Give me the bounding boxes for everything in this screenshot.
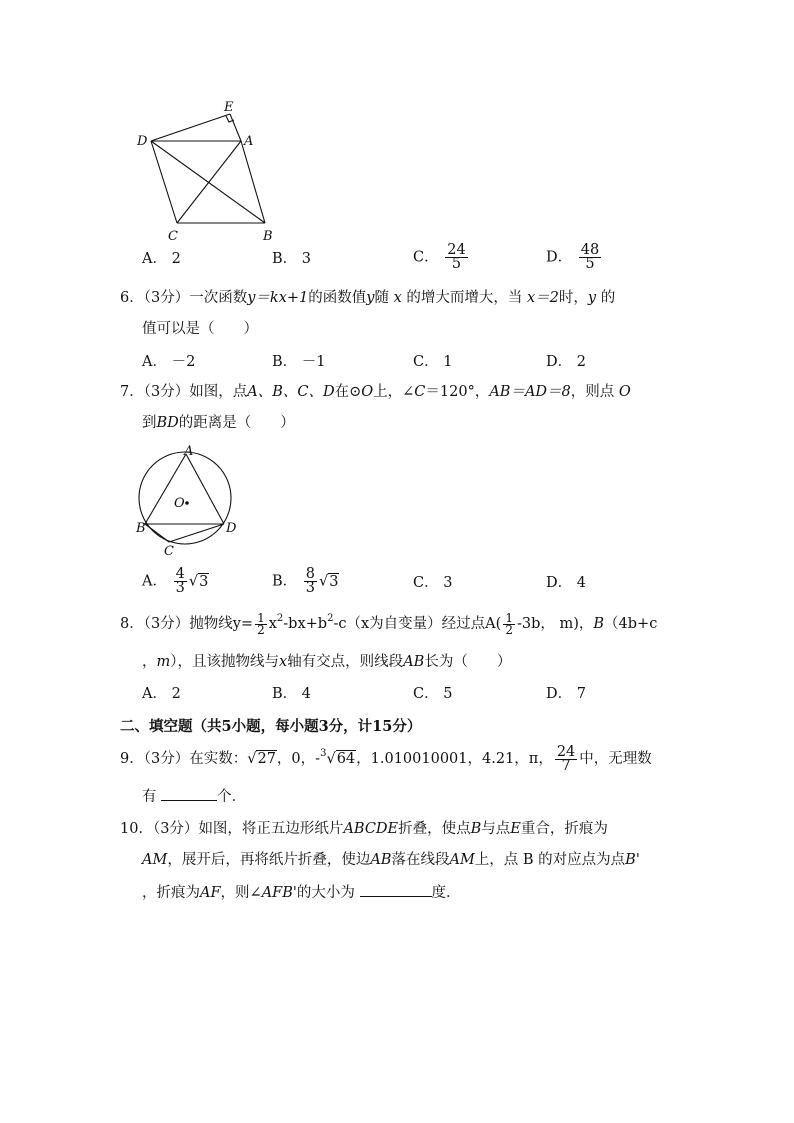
q7-line1: 7．（3分）如图，点A、B、C、D在⊙O上，∠C＝120°，AB＝AD＝8，则点 O: [120, 384, 631, 400]
q6-option-c[interactable]: C． 1: [413, 354, 453, 370]
q5-option-d[interactable]: D． $\frac{48}{5}$: [546, 242, 600, 272]
q9-answer-blank[interactable]: [161, 786, 217, 801]
q8-option-d[interactable]: D． 7: [546, 686, 586, 702]
q5-option-b[interactable]: B． 3: [272, 251, 311, 267]
q9-line2: 有 个．: [142, 782, 246, 813]
label-o: O: [174, 496, 185, 511]
label-d: D: [137, 134, 148, 149]
label-b: B: [136, 521, 146, 536]
figure-quadrilateral: [130, 96, 290, 246]
q6-line1: 6．（3分）一次函数y＝kx+1的函数值y随 x 的增大而增大，当 x＝2时，y 的: [120, 290, 616, 306]
q9-line1: 9．（3分）在实数：√27，0，-$^3$√64，1.010010001，4.21，π， $\frac{24}{7}$ 中，无理数: [120, 743, 652, 774]
label-c: C: [168, 229, 178, 244]
q7-line2: 到BD的距离是（ ）: [142, 415, 295, 431]
q8-line2: ，m），且该抛物线与x轴有交点，则线段AB长为（ ）: [142, 654, 512, 670]
q10-answer-blank[interactable]: [360, 882, 432, 897]
q7-option-d[interactable]: D． 4: [546, 575, 586, 591]
q10-line1: 10．（3分）如图，将正五边形纸片ABCDE折叠，使点B与点E重合，折痕为: [120, 821, 608, 837]
q7-option-a[interactable]: A． $\frac{4}{3}$ √3: [142, 566, 209, 596]
q8-line1: 8．（3分）抛物线y= $\frac{1}{2}$ $x^2-bx+b^2-c(x$为自变量）经过点A( $\frac{1}{2}$ -3b， m)，B（4b+c: [120, 610, 658, 637]
q10-line3: ，折痕为AF，则∠AFB'的大小为 度．: [142, 878, 461, 909]
figure-circle: [130, 442, 250, 560]
label-b: B: [263, 229, 273, 244]
q8-option-b[interactable]: B． 4: [272, 686, 311, 702]
label-d: D: [226, 521, 237, 536]
label-a: A: [184, 444, 194, 459]
q5-option-c[interactable]: C． $\frac{24}{5}$: [413, 242, 466, 272]
q6-option-a[interactable]: A． －2: [142, 354, 196, 370]
q10-line2: AM，展开后，再将纸片折叠，使边AB落在线段AM上，点 B 的对应点为点B': [142, 852, 640, 868]
q8-option-c[interactable]: C． 5: [413, 686, 453, 702]
label-a: A: [244, 134, 254, 149]
q5-option-a[interactable]: A． 2: [142, 251, 181, 267]
q7-option-c[interactable]: C． 3: [413, 575, 453, 591]
label-e: E: [224, 100, 234, 115]
q6-option-d[interactable]: D． 2: [546, 354, 586, 370]
q6-option-b[interactable]: B． －1: [272, 354, 326, 370]
q6-line2: 值可以是（ ）: [142, 321, 258, 337]
q7-option-b[interactable]: B． $\frac{8}{3}$ √3: [272, 566, 339, 596]
section-title: 二、填空题（共5小题，每小题3分，计15分）: [120, 718, 422, 735]
q8-option-a[interactable]: A． 2: [142, 686, 181, 702]
label-c: C: [164, 544, 174, 559]
